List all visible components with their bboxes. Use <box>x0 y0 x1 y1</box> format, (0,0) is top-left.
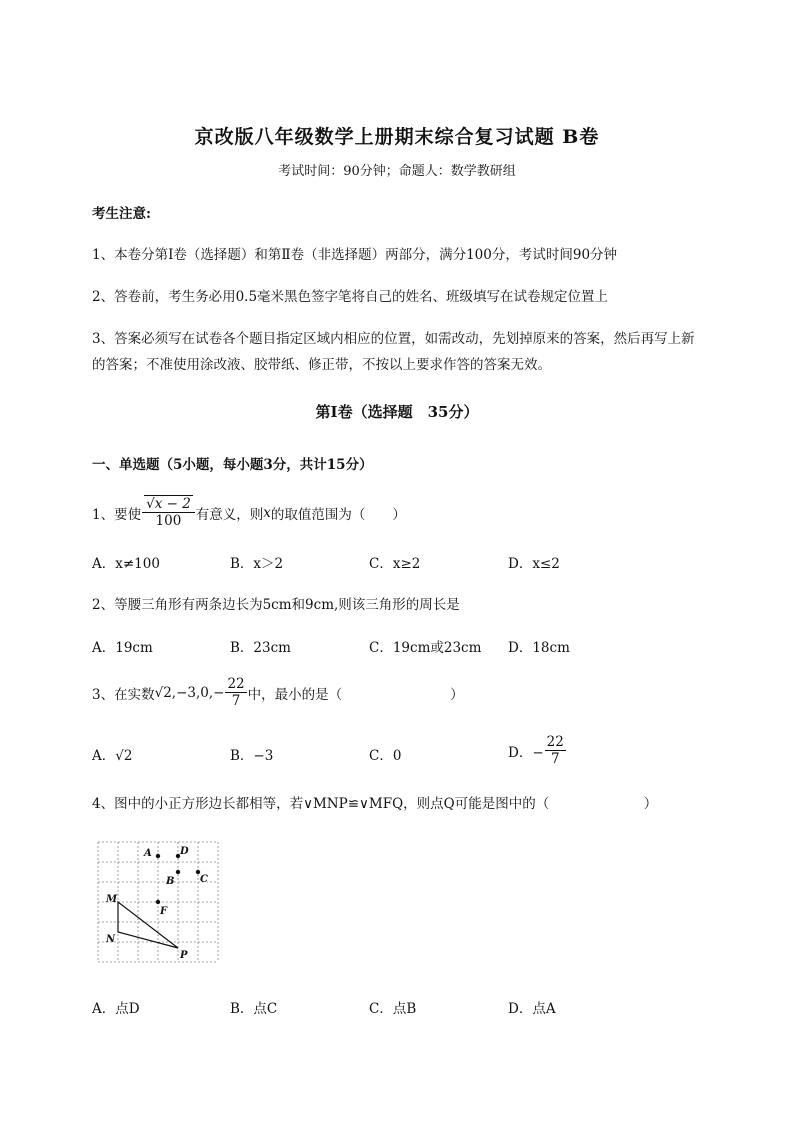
q3-prefix: 3、在实数 <box>92 686 155 703</box>
question-1 <box>92 496 406 529</box>
q1-option-b[interactable]: B．x＞2 <box>230 556 284 572</box>
q4-option-a[interactable]: A．点D <box>92 1001 140 1017</box>
q3-option-d-fraction <box>545 734 566 767</box>
notice-item-3: 3、答案必须写在试卷各个题目指定区域内相应的位置，如需改动，先划掉原来的答案，然后再写上新 <box>92 331 695 347</box>
label-n: N <box>106 934 116 945</box>
label-d: D <box>180 846 189 857</box>
q3-option-d-den: 7 <box>550 751 560 767</box>
q3-fraction <box>225 676 246 709</box>
q1-denominator: 100 <box>155 513 182 529</box>
q1-numerator: √x − 2 <box>146 496 191 512</box>
q4-option-b[interactable]: B．点C <box>230 1001 278 1017</box>
q3-denominator: 7 <box>231 693 241 709</box>
q3-list: √2,−3,0,− <box>154 684 225 701</box>
page-title: 京改版八年级数学上册期末综合复习试题 B卷 <box>194 126 600 148</box>
notice-item-3-cont: 的答案；不准使用涂改液、胶带纸、修正带，不按以上要求作答的答案无效。 <box>92 357 551 373</box>
q1-option-c[interactable]: C．x≥2 <box>369 556 421 572</box>
q3-option-c[interactable]: C．0 <box>369 748 402 764</box>
notice-heading: 考生注意: <box>92 206 151 222</box>
q3-option-d-num: 22 <box>546 734 564 750</box>
label-f: F <box>160 906 168 917</box>
q1-var: x <box>263 504 271 521</box>
label-a: A <box>144 848 152 859</box>
q3-numerator: 22 <box>227 676 245 692</box>
part-title: 一、单选题（5小题，每小题3分，共计15分） <box>92 457 373 473</box>
q1-suffix-b: 的取值范围为（ ） <box>270 506 406 523</box>
q3-option-d[interactable] <box>508 734 567 767</box>
label-m: M <box>106 894 118 905</box>
q3-option-a[interactable]: A．√2 <box>92 748 133 764</box>
q1-option-d[interactable]: D．x≤2 <box>508 556 560 572</box>
q2-option-b[interactable]: B．23cm <box>230 640 291 656</box>
label-b: B <box>166 876 175 887</box>
q1-fraction <box>142 496 195 529</box>
question-2: 2、等腰三角形有两条边长为5cm和9cm,则该三角形的周长是 <box>92 597 460 613</box>
section-title: 第I卷（选择题 35分） <box>315 403 479 421</box>
q3-option-d-label: D．− <box>508 744 544 761</box>
q3-option-b[interactable]: B．−3 <box>230 748 274 764</box>
notice-item-1: 1、本卷分第I卷（选择题）和第Ⅱ卷（非选择题）两部分，满分100分，考试时间90分钟 <box>92 247 618 263</box>
grid-figure <box>96 840 220 968</box>
q1-option-a[interactable]: A．x≠100 <box>92 556 160 572</box>
q1-prefix: 1、要使 <box>92 506 142 523</box>
question-4: 4、图中的小正方形边长都相等，若∨MNP≌∨MFQ，则点Q可能是图中的（ ） <box>92 796 658 812</box>
question-3 <box>92 676 464 709</box>
page-subtitle: 考试时间：90分钟；命题人：数学教研组 <box>278 164 516 179</box>
q2-option-d[interactable]: D．18cm <box>508 640 570 656</box>
label-p: P <box>180 950 188 961</box>
notice-item-2: 2、答卷前，考生务必用0.5毫米黑色签字笔将自己的姓名、班级填写在试卷规定位置上 <box>92 289 609 305</box>
q4-option-d[interactable]: D．点A <box>508 1001 556 1017</box>
q2-option-a[interactable]: A．19cm <box>92 640 153 656</box>
q3-suffix: 中，最小的是（ ） <box>247 686 464 703</box>
q4-option-c[interactable]: C．点B <box>369 1001 417 1017</box>
q1-suffix-a: 有意义，则 <box>195 506 264 523</box>
triangle-mnp <box>118 902 178 948</box>
q2-option-c[interactable]: C．19cm或23cm <box>369 640 482 656</box>
label-c: C <box>200 874 208 885</box>
